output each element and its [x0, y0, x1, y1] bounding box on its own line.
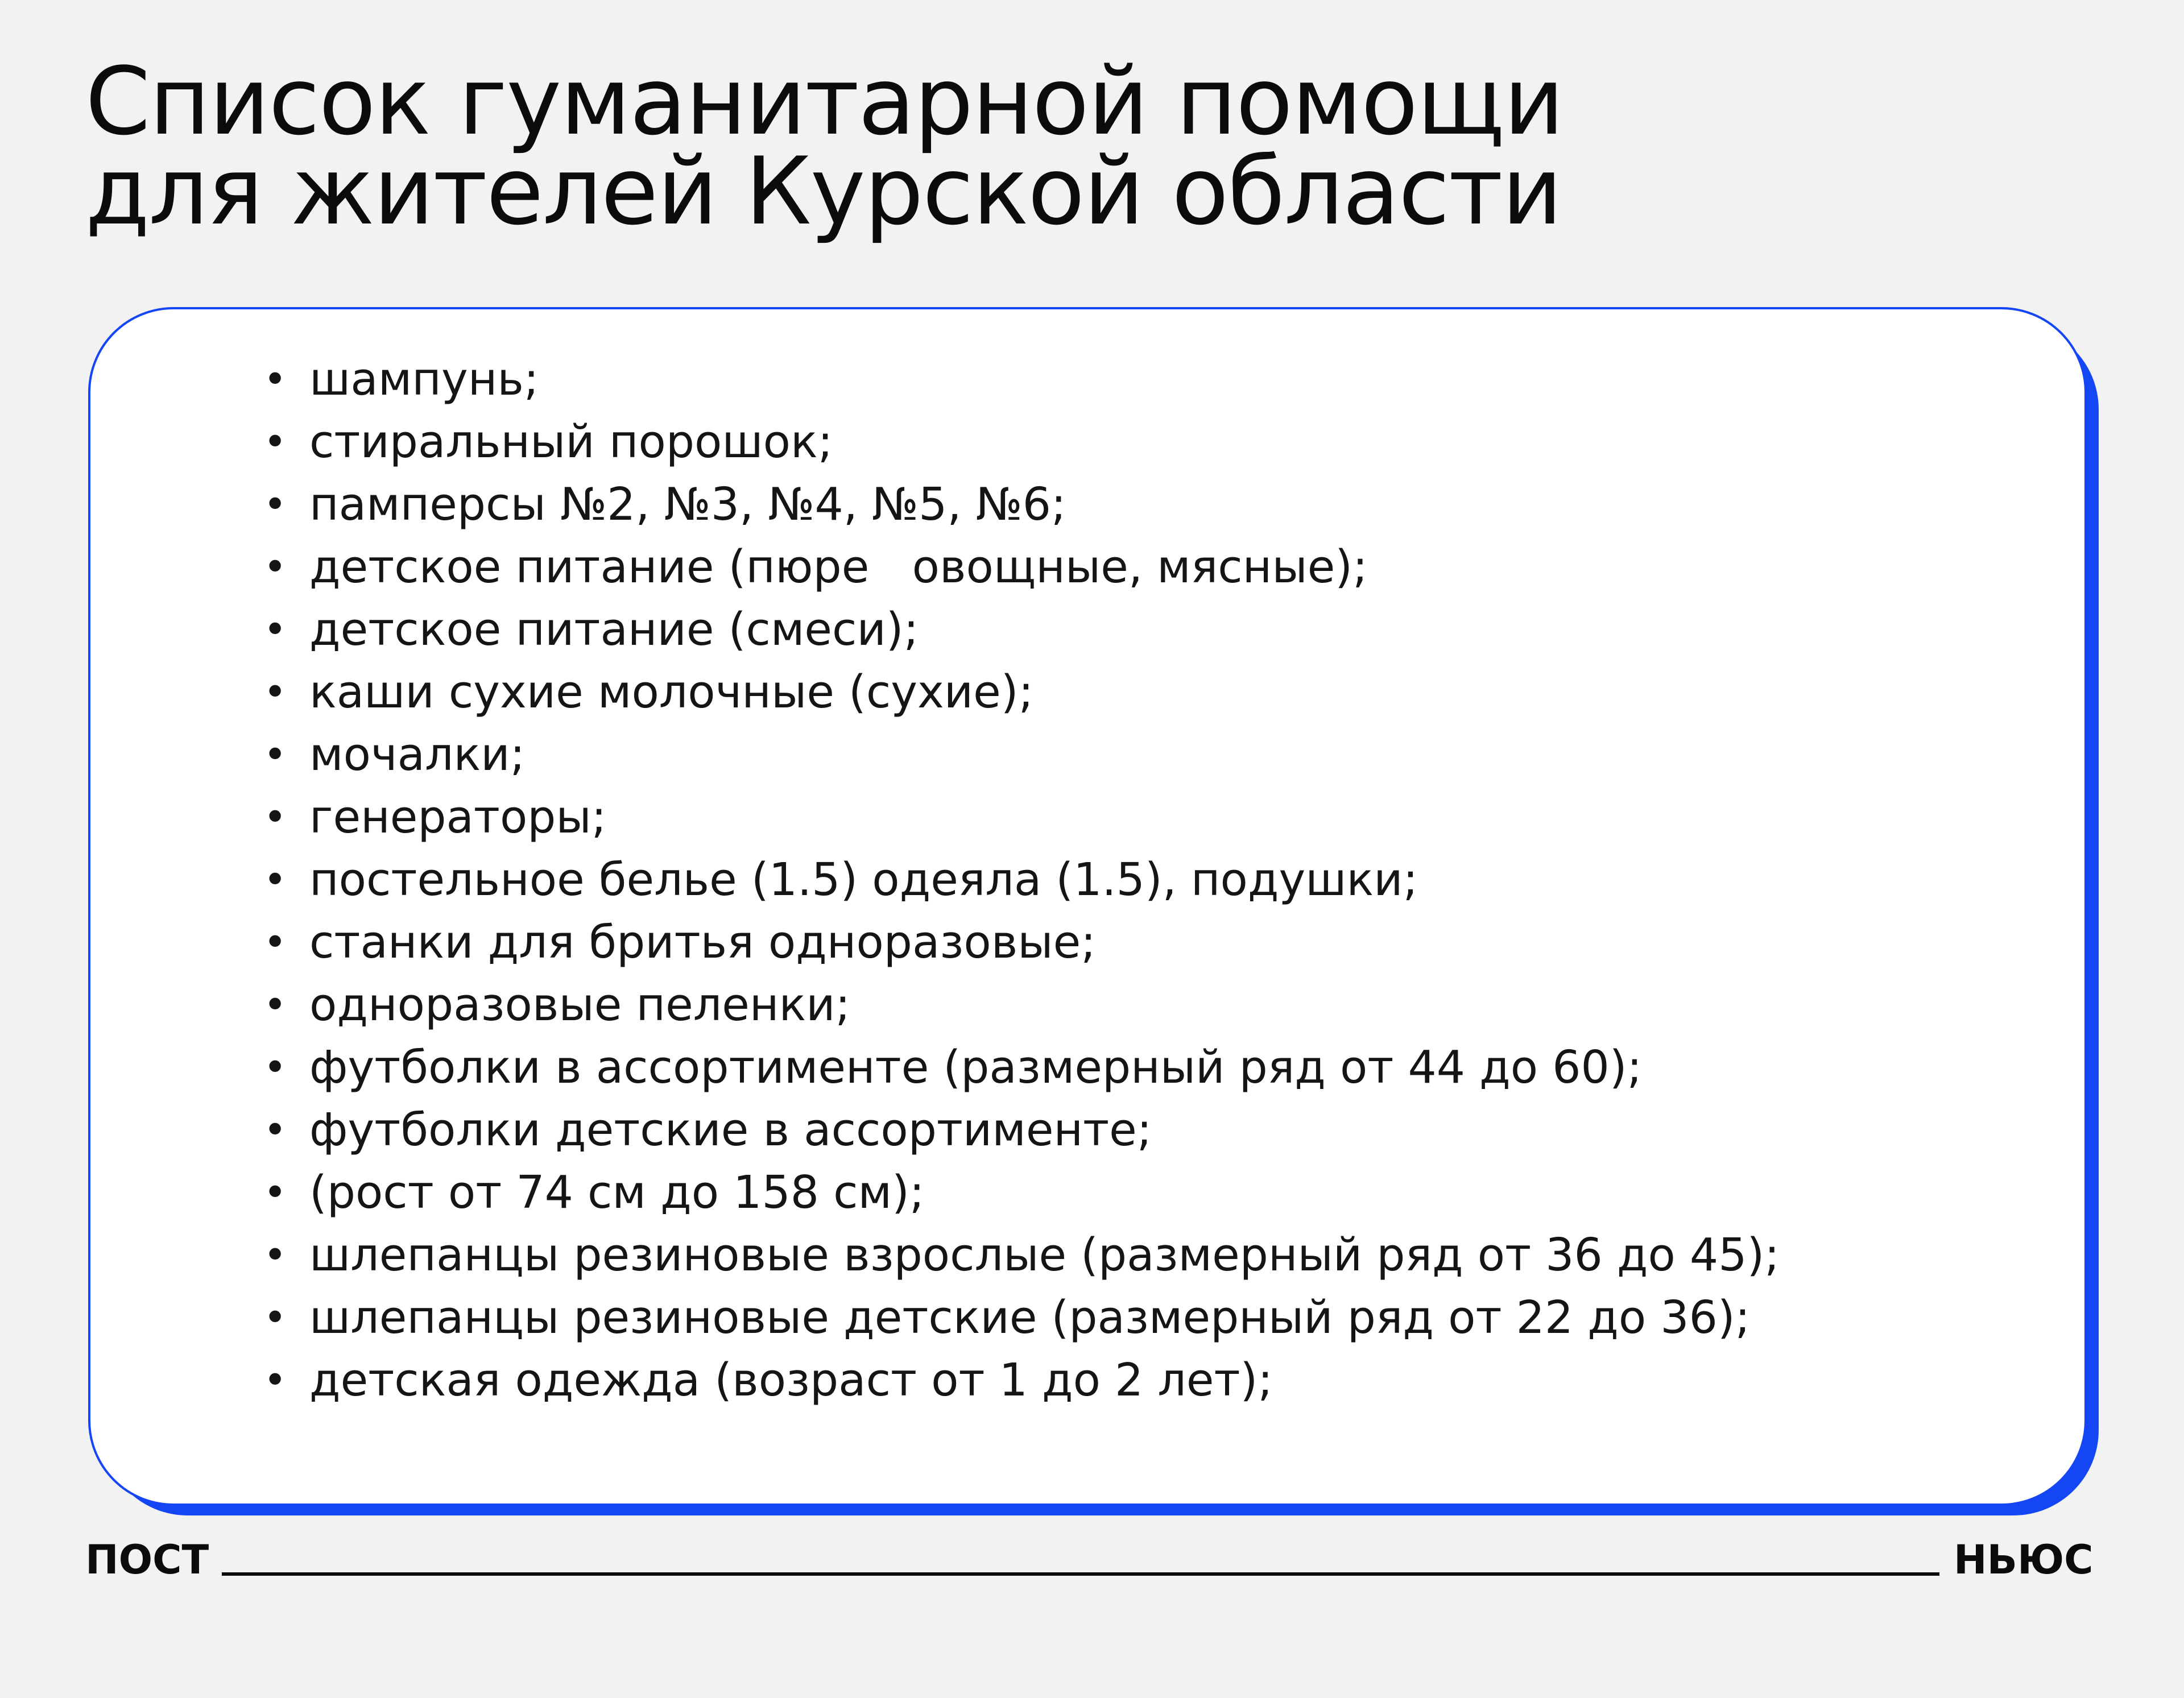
- list-item-text: одноразовые пеленки;: [309, 979, 851, 1031]
- list-item-text: футболки детские в ассортименте;: [309, 1104, 1152, 1156]
- list-item: [221, 786, 2041, 848]
- list-item: [221, 911, 2041, 974]
- bullet-icon: •: [263, 731, 287, 778]
- list-item-text: постельное белье (1.5) одеяла (1.5), подушки;: [309, 854, 1418, 906]
- footer-brand-left: ПОСТ: [85, 1537, 209, 1583]
- list-item-text: станки для бритья одноразовые;: [309, 916, 1096, 968]
- list-item: [221, 348, 2041, 411]
- footer-divider-line: [222, 1572, 1939, 1576]
- list-item: [221, 598, 2041, 661]
- bullet-icon: •: [263, 544, 287, 590]
- list-item-text: шлепанцы резиновые детские (размерный ряд от 22 до 36);: [309, 1291, 1751, 1344]
- list-item-text: детская одежда (возраст от 1 до 2 лет);: [309, 1354, 1273, 1406]
- list-item: [221, 1161, 2041, 1224]
- list-item-text: мочалки;: [309, 728, 526, 781]
- list-item-text: детское питание (смеси);: [309, 603, 919, 656]
- bullet-icon: •: [263, 356, 287, 403]
- list-item-text: каши сухие молочные (сухие);: [309, 666, 1034, 718]
- list-item: [221, 1349, 2041, 1411]
- list-item-text: стиральный порошок;: [309, 416, 833, 468]
- list-item: [221, 1224, 2041, 1286]
- list-item-text: футболки в ассортименте (размерный ряд от 44 до 60);: [309, 1041, 1643, 1094]
- list-item-text: шампунь;: [309, 353, 539, 405]
- bullet-icon: •: [263, 1232, 287, 1278]
- list-item: [221, 661, 2041, 723]
- bullet-icon: •: [263, 419, 287, 465]
- bullet-icon: •: [263, 1294, 287, 1341]
- list-item: [221, 1099, 2041, 1161]
- footer-brand-right: НЬЮС: [1954, 1537, 2094, 1583]
- list-item: [221, 411, 2041, 473]
- bullet-icon: •: [263, 481, 287, 528]
- bullet-icon: •: [263, 919, 287, 966]
- list-item: [221, 536, 2041, 598]
- list-item: [221, 974, 2041, 1036]
- bullet-icon: •: [263, 981, 287, 1028]
- bullet-icon: •: [263, 794, 287, 840]
- page-title-line-1: Список гуманитарной помощи: [85, 47, 1563, 156]
- page-title-line-2: для жителей Курской области: [85, 137, 1562, 246]
- bullet-icon: •: [263, 669, 287, 715]
- list-item: [221, 1036, 2041, 1099]
- list-item-text: детское питание (пюре овощные, мясные);: [309, 541, 1368, 593]
- list-item: [221, 1286, 2041, 1349]
- aid-list: [221, 348, 2041, 1411]
- bullet-icon: •: [263, 1044, 287, 1091]
- list-item-text: генераторы;: [309, 791, 607, 843]
- list-item: [221, 473, 2041, 536]
- list-item-text: (рост от 74 см до 158 см);: [309, 1166, 925, 1219]
- aid-list-card: [88, 307, 2087, 1506]
- bullet-icon: •: [263, 856, 287, 903]
- list-item: [221, 848, 2041, 911]
- list-item-text: памперсы №2, №3, №4, №5, №6;: [309, 478, 1066, 531]
- bullet-icon: •: [263, 1107, 287, 1153]
- list-item: [221, 723, 2041, 786]
- bullet-icon: •: [263, 1169, 287, 1216]
- bullet-icon: •: [263, 1357, 287, 1403]
- bullet-icon: •: [263, 606, 287, 653]
- list-item-text: шлепанцы резиновые взрослые (размерный ряд от 36 до 45);: [309, 1229, 1780, 1281]
- page-title: [85, 47, 2076, 246]
